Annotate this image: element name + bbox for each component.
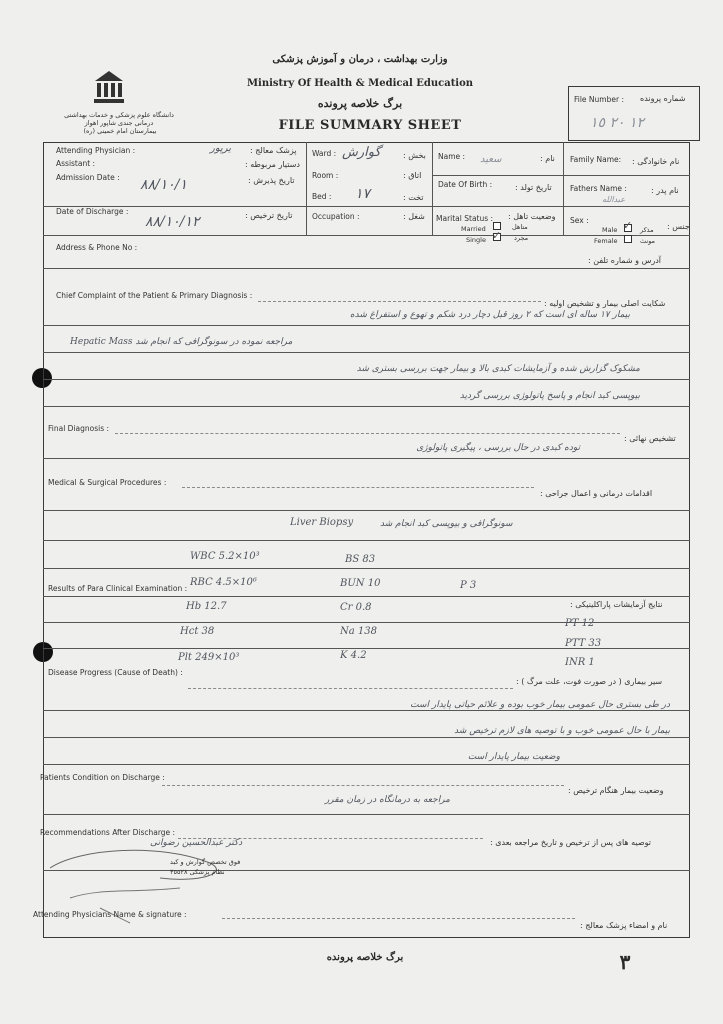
lab-hct: Hct 38 xyxy=(180,626,215,637)
stamp-line-1: دکتر عبدالحسین رضوانی xyxy=(150,838,243,848)
lab-k: K 4.2 xyxy=(340,650,367,661)
disease-progress-label-fa: سیر بیماری ( در صورت فوت، علت مرگ ) : xyxy=(516,677,663,686)
lab-rbc: RBC 4.5×10⁶ xyxy=(190,577,257,588)
file-number-label-fa: شماره پرونده xyxy=(640,94,686,103)
footer-title: برگ خلاصه پرونده xyxy=(326,952,404,963)
assistant-label-en: Assistant : xyxy=(56,159,96,168)
room-label-fa: اتاق : xyxy=(403,171,422,180)
dob-label-fa: تاریخ تولد : xyxy=(515,183,552,192)
chief-complaint-line-1: بیمار ١٧ ساله ای است که ٢ روز قبل دچار درد شکم و تهوع و استفراغ شده xyxy=(349,310,630,320)
lab-bun: BUN 10 xyxy=(340,578,381,589)
bed-label-fa: تخت : xyxy=(403,193,424,202)
admission-date-label-en: Admission Date : xyxy=(56,173,120,182)
final-diagnosis-label-fa: تشخیص نهائی : xyxy=(624,434,676,443)
marital-status-label-fa: وضعیت تاهل : xyxy=(508,212,556,221)
chief-complaint-line-4: بیوپسی کبد انجام و پاسخ پاتولوژی بررسی گردید xyxy=(459,391,640,401)
signature-label-en: Attending Physicians Name & signature : xyxy=(33,910,187,919)
ward-label-fa: بخش : xyxy=(403,151,426,160)
procedures-label-en: Medical & Surgical Procedures : xyxy=(48,478,167,487)
attending-physician-label-en: Attending Physician : xyxy=(56,146,136,155)
fathers-name-label-fa: نام پدر : xyxy=(651,186,679,195)
name-label-fa: نام : xyxy=(540,154,555,163)
name-label-en: Name : xyxy=(438,152,466,161)
single-check-icon: ✓ xyxy=(492,229,502,242)
male-check-icon: ✓ xyxy=(623,219,633,232)
signature-label-fa: نام و امضاء پزشک معالج : xyxy=(580,921,668,930)
male-label: Male xyxy=(602,226,618,234)
sheet-title-fa: برگ خلاصه پرونده xyxy=(317,97,403,110)
para-clinical-label-en: Results of Para Clinical Examination : xyxy=(48,584,188,593)
stamp-line-3: نظام پزشکی ٣٥٥٢٨ xyxy=(170,868,225,876)
discharge-date-value: ٨٨/١٠/١٢ xyxy=(145,214,200,230)
single-label: Single xyxy=(466,236,486,244)
disease-progress-line-1: در طی بستری حال عمومی بیمار خوب بوده و علائم حیاتی پایدار است xyxy=(410,700,670,710)
file-number-value: ١٢ ٢٠ ١٥ xyxy=(590,115,645,131)
lab-ptt: PTT 33 xyxy=(565,638,602,649)
female-label-fa: مونث xyxy=(640,237,656,245)
sex-label-en: Sex : xyxy=(570,216,589,225)
procedures-label-fa: اقدامات درمانی و اعمال جراحی : xyxy=(540,489,653,498)
sheet-title-en: FILE SUMMARY SHEET xyxy=(278,118,462,133)
ministry-title-fa: وزارت بهداشت ، درمان و آموزش پزشکی xyxy=(272,54,448,65)
occupation-label-en: Occupation : xyxy=(312,212,360,221)
ward-value: گوارش xyxy=(342,145,381,160)
family-name-label-en: Family Name: xyxy=(570,155,622,164)
admission-date-value: ٨٨/١٠/١ xyxy=(140,177,188,193)
disease-progress-line-3: وضعیت بیمار پایدار است xyxy=(467,752,560,762)
fathers-name-value: عبدالله xyxy=(602,195,625,204)
lab-p: P 3 xyxy=(460,580,477,591)
discharge-condition-line: مراجعه به درمانگاه در زمان مقرر xyxy=(324,795,450,805)
admission-date-label-fa: تاریخ پذیرش : xyxy=(248,176,295,185)
address-label-fa: آدرس و شماره تلفن : xyxy=(588,256,661,265)
para-clinical-label-fa: نتایج آزمایشات پاراکلینیکی : xyxy=(570,600,663,609)
lab-bs: BS 83 xyxy=(345,554,376,565)
single-label-fa: مجرد xyxy=(514,234,529,242)
sex-label-fa: جنس : xyxy=(667,222,690,231)
discharge-date-label-en: Date of Discharge : xyxy=(56,207,129,216)
address-label-en: Address & Phone No : xyxy=(56,243,138,252)
male-label-fa: مذکر xyxy=(640,226,654,234)
chief-complaint-label-fa: شکایت اصلی بیمار و تشخیص اولیه : xyxy=(544,299,666,308)
occupation-label-fa: شغل : xyxy=(403,212,425,221)
bed-value: ١٧ xyxy=(355,186,371,202)
lab-inr: INR 1 xyxy=(565,657,595,668)
hospital-name: بیمارستان امام خمینی (ره) xyxy=(83,127,157,135)
assistant-label-fa: دستیار مربوطه : xyxy=(245,160,300,169)
female-label: Female xyxy=(594,237,618,245)
family-name-label-fa: نام خانوادگی : xyxy=(632,157,680,166)
chief-complaint-line-3: مشکوک گزارش شده و آزمایشات کبدی بالا و بیمار جهت بررسی بستری شد xyxy=(356,364,640,374)
stamp-line-2: فوق تخصص گوارش و کبد xyxy=(170,858,241,866)
page-number: ٣ xyxy=(619,950,631,974)
discharge-condition-label-en: Patients Condition on Discharge : xyxy=(40,773,165,782)
lab-na: Na 138 xyxy=(340,626,377,637)
file-number-label-en: File Number : xyxy=(574,95,624,104)
lab-hb: Hb 12.7 xyxy=(186,601,227,612)
final-diagnosis-label-en: Final Diagnosis : xyxy=(48,424,110,433)
disease-progress-label-en: Disease Progress (Cause of Death) : xyxy=(48,668,183,677)
dob-label-en: Date Of Birth : xyxy=(438,180,493,189)
lab-plt: Plt 249×10³ xyxy=(178,652,240,663)
chief-complaint-line-2: Hepatic Mass مراجعه نموده در سونوگرافی که انجام شد xyxy=(70,337,293,347)
fathers-name-label-en: Fathers Name : xyxy=(570,184,627,193)
attending-physician-label-fa: پزشک معالج : xyxy=(250,146,297,155)
attending-physician-value: یرپور xyxy=(210,143,232,154)
married-label: Married xyxy=(461,225,486,233)
female-checkbox[interactable] xyxy=(624,235,632,243)
final-diagnosis-line: توده کبدی در حال بررسی ، پیگیری پاتولوژی xyxy=(416,443,580,453)
university-name: دانشگاه علوم پزشکی و خدمات بهداشتی درمانی جندی شاپور اهواز xyxy=(64,111,174,127)
discharge-condition-label-fa: وضعیت بیمار هنگام ترخیص : xyxy=(568,786,664,795)
bed-label-en: Bed : xyxy=(312,192,332,201)
lab-cr: Cr 0.8 xyxy=(340,602,372,613)
ward-label-en: Ward : xyxy=(312,149,337,158)
marital-status-label-en: Marital Status : xyxy=(436,214,494,223)
chief-complaint-label-en: Chief Complaint of the Patient & Primary Diagnosis : xyxy=(56,291,253,300)
discharge-date-label-fa: تاریخ ترخیص : xyxy=(245,211,293,220)
name-value: سعید xyxy=(480,154,502,165)
procedures-line-2: سونوگرافی و بیوپسی کبد انجام شد xyxy=(380,519,513,529)
recommendations-label-en: Recommendations After Discharge : xyxy=(40,828,176,837)
disease-progress-line-2: بیمار با حال عمومی خوب و با توصیه های لازم ترخیص شد xyxy=(454,726,670,736)
lab-pt: PT 12 xyxy=(565,618,595,629)
lab-wbc: WBC 5.2×10³ xyxy=(190,551,260,562)
ministry-title-en: Ministry Of Health & Medical Education xyxy=(246,78,474,89)
recommendations-label-fa: توصیه های پس از ترخیص و تاریخ مراجعه بعدی : xyxy=(490,838,652,847)
room-label-en: Room : xyxy=(312,171,339,180)
university-logo-icon xyxy=(90,68,128,106)
procedures-line-1: Liver Biopsy xyxy=(290,517,354,528)
married-label-fa: متاهل xyxy=(512,223,528,231)
